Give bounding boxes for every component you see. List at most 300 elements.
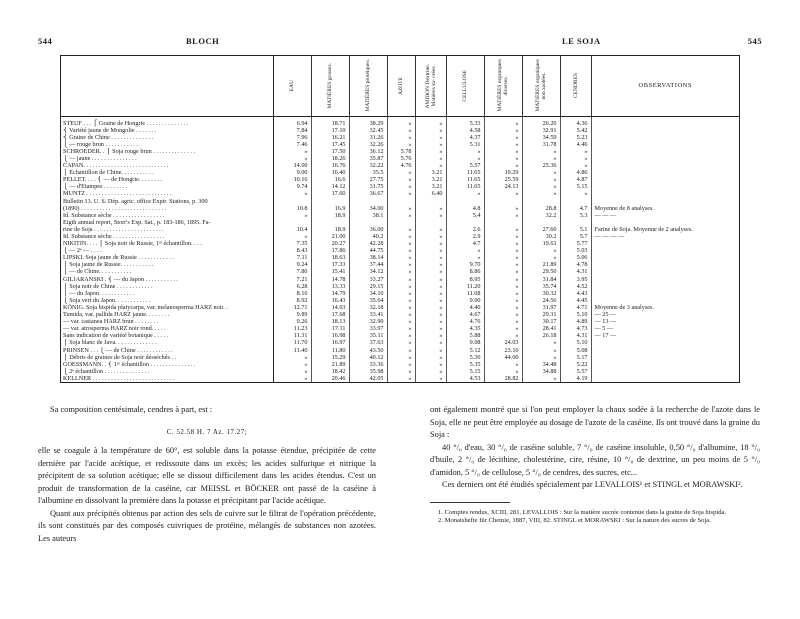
value-cell: 4.78 bbox=[560, 261, 591, 268]
footnote-rule bbox=[430, 502, 510, 503]
row-label: ⎩ — jaune . . . . . . . . . . . . . . . bbox=[61, 155, 273, 162]
value-cell: » bbox=[484, 190, 522, 197]
value-cell: 15.41 bbox=[311, 268, 349, 275]
value-cell: 4.37 bbox=[446, 134, 484, 141]
value-cell: 34.00 bbox=[349, 205, 387, 212]
running-head-author: BLOCH bbox=[186, 36, 220, 46]
value-cell: » bbox=[522, 148, 560, 155]
value-cell: » bbox=[415, 212, 446, 219]
table-row bbox=[61, 141, 739, 148]
value-cell: 9.00 bbox=[446, 297, 484, 304]
table-row bbox=[61, 354, 739, 361]
value-cell: 30.2 bbox=[522, 233, 560, 240]
value-cell: 44.00 bbox=[484, 354, 522, 361]
value-cell: » bbox=[415, 233, 446, 240]
observation-cell bbox=[591, 162, 739, 169]
col-header-matieres-organiques-non-azotees: MATIÈRES organiques non azotées. bbox=[522, 56, 560, 116]
value-cell: 11.08 bbox=[446, 290, 484, 297]
value-cell: » bbox=[484, 290, 522, 297]
value-cell: » bbox=[387, 347, 415, 354]
table-row bbox=[61, 290, 739, 297]
row-label: Tumida, var. pallida HARZ jaune. . . . . . . . bbox=[61, 311, 273, 318]
table-row bbox=[61, 183, 739, 190]
observation-cell bbox=[591, 183, 739, 190]
value-cell: 5.77 bbox=[560, 240, 591, 247]
value-cell: 4.86 bbox=[560, 169, 591, 176]
value-cell: 24.56 bbox=[522, 297, 560, 304]
value-cell: 4.19 bbox=[560, 375, 591, 382]
value-cell bbox=[560, 219, 591, 226]
value-cell: » bbox=[484, 261, 522, 268]
value-cell: » bbox=[446, 190, 484, 197]
value-cell: » bbox=[522, 190, 560, 197]
value-cell: 37.44 bbox=[349, 261, 387, 268]
value-cell: » bbox=[484, 162, 522, 169]
value-cell: » bbox=[522, 183, 560, 190]
observation-cell bbox=[591, 155, 739, 162]
value-cell: » bbox=[415, 268, 446, 275]
value-cell: 18.42 bbox=[311, 368, 349, 375]
row-label: ⎪ — du Japon. . . . . . . . . . . . bbox=[61, 290, 273, 297]
observation-cell bbox=[591, 339, 739, 346]
value-cell: 38.14 bbox=[349, 254, 387, 261]
value-cell bbox=[446, 219, 484, 226]
value-cell: » bbox=[415, 311, 446, 318]
observation-cell bbox=[591, 169, 739, 176]
row-label: ⎩ 2ᵉ échantillon . . . . . . . . . . . . . . . bbox=[61, 368, 273, 375]
value-cell: 9.00 bbox=[273, 169, 311, 176]
table-row bbox=[61, 247, 739, 254]
value-cell: 14.03 bbox=[311, 304, 349, 311]
value-cell: 17.68 bbox=[311, 311, 349, 318]
value-cell: 10.8 bbox=[273, 205, 311, 212]
table-row bbox=[61, 155, 739, 162]
footnote-2: 2. Monatshefte für Chemie, 1887, VIII, 82. STINGL et MORAWSKI : Sur la nature des sucres de Soja. bbox=[438, 517, 711, 525]
value-cell: » bbox=[415, 361, 446, 368]
value-cell: 29.15 bbox=[349, 283, 387, 290]
value-cell: 5.57 bbox=[560, 368, 591, 375]
value-cell: 5.35 bbox=[446, 361, 484, 368]
value-cell: 17.60 bbox=[311, 190, 349, 197]
value-cell: » bbox=[415, 155, 446, 162]
value-cell: 4.36 bbox=[560, 116, 591, 127]
value-cell: » bbox=[387, 254, 415, 261]
footnotes bbox=[430, 509, 760, 527]
observation-cell: Farine de Soja. Moyenne de 2 analyses. bbox=[594, 225, 693, 233]
value-cell: 28.8 bbox=[522, 205, 560, 212]
value-cell: » bbox=[273, 354, 311, 361]
value-cell: 16.6 bbox=[311, 176, 349, 183]
observation-cell: — — — bbox=[594, 211, 617, 219]
table-row bbox=[61, 261, 739, 268]
row-label: ⎩ — 2ᵉ — . . . . bbox=[61, 247, 273, 254]
value-cell: » bbox=[273, 375, 311, 382]
table-row bbox=[61, 347, 739, 354]
value-cell bbox=[522, 198, 560, 205]
value-cell: 36.67 bbox=[349, 190, 387, 197]
value-cell: 5.06 bbox=[560, 254, 591, 261]
value-cell: 3.95 bbox=[560, 276, 591, 283]
row-label: ⎧ Échantillon de Chine. . . . . . . . . . . bbox=[61, 169, 273, 176]
row-label: ⎧ Soja jaune de Russie. . . . . . . . . . . bbox=[61, 261, 273, 268]
value-cell: » bbox=[484, 134, 522, 141]
observation-cell bbox=[591, 290, 739, 297]
value-cell: 11.40 bbox=[273, 347, 311, 354]
table-row bbox=[61, 283, 739, 290]
value-cell: » bbox=[387, 361, 415, 368]
row-label: Id. Substance sèche . . . . . . . . . . . . . . . . . bbox=[61, 233, 273, 240]
table-row bbox=[61, 318, 739, 325]
value-cell: 2.6 bbox=[446, 226, 484, 233]
value-cell: » bbox=[522, 155, 560, 162]
value-cell: 4.73 bbox=[560, 325, 591, 332]
value-cell: 4.76 bbox=[446, 318, 484, 325]
col-header-matieres-organiques-diverses: MATIÈRES organiques diverses. bbox=[484, 56, 522, 116]
value-cell: » bbox=[387, 297, 415, 304]
row-label: ⎩ — d'Etampes . . . . . . . . bbox=[61, 183, 273, 190]
value-cell: » bbox=[415, 375, 446, 382]
value-cell: 5.3 bbox=[560, 212, 591, 219]
value-cell: » bbox=[387, 290, 415, 297]
row-label: — var. atrosperma HARZ noir rond. . . . . bbox=[61, 325, 273, 332]
value-cell: » bbox=[484, 276, 522, 283]
value-cell: 9.89 bbox=[273, 311, 311, 318]
value-cell: 21.89 bbox=[311, 361, 349, 368]
value-cell: 4.7 bbox=[446, 240, 484, 247]
value-cell bbox=[415, 198, 446, 205]
value-cell: 14.00 bbox=[273, 162, 311, 169]
value-cell: 5.03 bbox=[560, 247, 591, 254]
value-cell: 11.31 bbox=[273, 332, 311, 339]
value-cell: 33.41 bbox=[349, 311, 387, 318]
value-cell: 5.57 bbox=[446, 162, 484, 169]
composition-table bbox=[60, 55, 740, 383]
value-cell: » bbox=[446, 155, 484, 162]
value-cell: » bbox=[273, 233, 311, 240]
value-cell: » bbox=[522, 375, 560, 382]
right-paragraph-1: ont également montré que si l'on peut employer la chaux sodée à la recherche de l'azote dans le Soja, elle ne peut être employée au dosage de l'azote de la caséine. Ils ont trouvé dans la graine du Soja : bbox=[430, 405, 760, 439]
value-cell: 43.50 bbox=[349, 347, 387, 354]
value-cell bbox=[311, 198, 349, 205]
value-cell: 14.12 bbox=[311, 183, 349, 190]
col-header-amidon: AMIDON Dextrine. Matières su- crées. bbox=[415, 56, 446, 116]
value-cell: » bbox=[387, 212, 415, 219]
table-row bbox=[61, 368, 739, 375]
value-cell: » bbox=[484, 247, 522, 254]
value-cell: » bbox=[415, 162, 446, 169]
value-cell: 31.97 bbox=[522, 304, 560, 311]
observation-cell bbox=[591, 116, 739, 127]
value-cell: 20.46 bbox=[311, 375, 349, 382]
left-text-column bbox=[38, 404, 376, 545]
value-cell: 42.28 bbox=[349, 240, 387, 247]
value-cell: 25.36 bbox=[522, 162, 560, 169]
value-cell: 24.03 bbox=[484, 339, 522, 346]
value-cell: » bbox=[387, 116, 415, 127]
value-cell: 27.60 bbox=[522, 226, 560, 233]
value-cell: 4.52 bbox=[560, 283, 591, 290]
footnote-1: 1. Comptes rendus, XCIII, 281. LEVALLOIS : Sur la matière sucrée contenue dans la graine de Soja hispida. bbox=[438, 508, 727, 516]
value-cell: 26.18 bbox=[522, 332, 560, 339]
value-cell: » bbox=[560, 155, 591, 162]
row-label: PRINSEN . . . ⎩ — de Chine . . . . . . . . . . . . bbox=[61, 347, 273, 354]
value-cell: » bbox=[415, 134, 446, 141]
value-cell: 28.82 bbox=[484, 375, 522, 382]
value-cell: 33.27 bbox=[349, 276, 387, 283]
value-cell: » bbox=[415, 261, 446, 268]
value-cell: 21.00 bbox=[311, 233, 349, 240]
value-cell: » bbox=[484, 155, 522, 162]
value-cell: 5.42 bbox=[560, 127, 591, 134]
value-cell bbox=[484, 198, 522, 205]
value-cell: 17.11 bbox=[311, 325, 349, 332]
value-cell: 5.08 bbox=[560, 347, 591, 354]
value-cell: » bbox=[387, 176, 415, 183]
row-label: NIKITIN. . . . ⎧ Soja noir de Russie, 1ᵉʳ échantillon. . . . bbox=[61, 240, 273, 247]
row-label: ⎨ Graine de Chine . . . . . . . . . . . . . . bbox=[61, 134, 273, 141]
value-cell: » bbox=[415, 226, 446, 233]
value-cell: 34.10 bbox=[349, 290, 387, 297]
value-cell: 32.22 bbox=[349, 162, 387, 169]
value-cell: 34.59 bbox=[522, 134, 560, 141]
value-cell: 9.70 bbox=[446, 261, 484, 268]
value-cell: » bbox=[415, 318, 446, 325]
value-cell: 34.48 bbox=[522, 361, 560, 368]
value-cell: » bbox=[446, 247, 484, 254]
value-cell: » bbox=[484, 148, 522, 155]
value-cell: 27.75 bbox=[349, 176, 387, 183]
row-label: Id. Substance sèche . . . . . . . . . . . . . . . . . bbox=[61, 212, 273, 219]
observation-cell: — 13 — bbox=[594, 318, 617, 326]
value-cell: 7.46 bbox=[273, 141, 311, 148]
table-row bbox=[61, 276, 739, 283]
value-cell: 38.1 bbox=[349, 212, 387, 219]
value-cell: 4.46 bbox=[560, 141, 591, 148]
value-cell: 37.63 bbox=[349, 339, 387, 346]
value-cell: 13.33 bbox=[311, 283, 349, 290]
value-cell: 18.71 bbox=[311, 116, 349, 127]
value-cell: 35.87 bbox=[349, 155, 387, 162]
value-cell: 31.84 bbox=[522, 276, 560, 283]
value-cell: 4.87 bbox=[560, 176, 591, 183]
value-cell: 28.41 bbox=[522, 325, 560, 332]
col-header-matieres-proteiques: MATIÈRES protéiques. bbox=[349, 56, 387, 116]
table-row bbox=[61, 311, 739, 318]
value-cell: » bbox=[273, 148, 311, 155]
table-row bbox=[61, 304, 739, 311]
value-cell: 4.67 bbox=[446, 311, 484, 318]
value-cell: » bbox=[484, 116, 522, 127]
row-label: ⎪ Soja noir de Chine . . . . . . . . . . . . bbox=[61, 283, 273, 290]
value-cell: » bbox=[415, 347, 446, 354]
left-intro: Sa composition centésimale, cendres à part, est : bbox=[50, 405, 213, 414]
observation-cell bbox=[591, 219, 739, 226]
value-cell: » bbox=[415, 141, 446, 148]
observation-cell bbox=[591, 190, 739, 197]
row-label: GILJARANSKI . ⎨ — du Japon . . . . . . . . . . . bbox=[61, 276, 273, 283]
value-cell: » bbox=[387, 318, 415, 325]
value-cell: » bbox=[415, 247, 446, 254]
table-row bbox=[61, 212, 739, 219]
observation-cell: — 25 — bbox=[594, 311, 617, 319]
value-cell: » bbox=[387, 233, 415, 240]
running-head-title: LE SOJA bbox=[562, 36, 601, 46]
left-page-number: 544 bbox=[38, 36, 53, 46]
value-cell: 33.36 bbox=[349, 361, 387, 368]
row-label: ⎧ Soja blanc de Java. . . . . . . . . . . . . . bbox=[61, 339, 273, 346]
row-label: Bulletin 13. U. S. Dép. agric. office Expir. Stations, p. 300 bbox=[61, 198, 273, 205]
value-cell: » bbox=[415, 148, 446, 155]
value-cell: 38.29 bbox=[349, 116, 387, 127]
value-cell: » bbox=[484, 226, 522, 233]
observation-cell bbox=[591, 361, 739, 368]
col-header-matieres-grasses: MATIÈRES grasses. bbox=[311, 56, 349, 116]
value-cell: 4.58 bbox=[446, 127, 484, 134]
row-label: STEUF . . . ⎧ Graine de Hongrie . . . . . . . . . . . . . . bbox=[61, 116, 273, 127]
value-cell: 4.8 bbox=[446, 205, 484, 212]
value-cell: 16.97 bbox=[311, 339, 349, 346]
value-cell: 29.31 bbox=[522, 311, 560, 318]
elemental-formula: C. 52.58 H. 7 Az. 17.27; bbox=[166, 427, 248, 436]
table-row bbox=[61, 205, 739, 212]
table-row bbox=[61, 190, 739, 197]
row-label: SCHROEDER. . ⎧ Soja rouge brun . . . . . . . . . . . . . . bbox=[61, 148, 273, 155]
value-cell: 17.33 bbox=[311, 261, 349, 268]
header-name-cell bbox=[61, 56, 273, 116]
observation-cell bbox=[591, 198, 739, 205]
table-row bbox=[61, 254, 739, 261]
value-cell: » bbox=[484, 283, 522, 290]
col-header-cellulose: CELLULOSE bbox=[446, 56, 484, 116]
value-cell: 5.12 bbox=[446, 347, 484, 354]
right-page-number: 545 bbox=[747, 36, 762, 46]
value-cell: 24.13 bbox=[484, 183, 522, 190]
value-cell: » bbox=[387, 183, 415, 190]
value-cell: 4.76 bbox=[387, 162, 415, 169]
value-cell: 36.00 bbox=[349, 226, 387, 233]
value-cell: » bbox=[387, 134, 415, 141]
row-label: CAPAN. . . . . . . . . . . . . . . . . . . . . . . . . . . . bbox=[61, 162, 273, 169]
value-cell: » bbox=[273, 212, 311, 219]
observation-cell bbox=[591, 247, 739, 254]
value-cell bbox=[349, 198, 387, 205]
row-label: Eigth annual report, Storr's Exp. Sat., p. 183-186, 1895. Fa- bbox=[61, 219, 273, 226]
right-text-column bbox=[430, 404, 760, 526]
col-header-eau: EAU bbox=[273, 56, 311, 116]
value-cell: 4.31 bbox=[560, 332, 591, 339]
value-cell bbox=[522, 219, 560, 226]
value-cell: » bbox=[484, 233, 522, 240]
value-cell: » bbox=[387, 268, 415, 275]
value-cell: » bbox=[484, 311, 522, 318]
value-cell: 18.26 bbox=[311, 155, 349, 162]
value-cell: 31.26 bbox=[349, 134, 387, 141]
value-cell: » bbox=[387, 375, 415, 382]
value-cell: » bbox=[560, 148, 591, 155]
value-cell: 11.80 bbox=[311, 347, 349, 354]
value-cell: 16.76 bbox=[311, 162, 349, 169]
value-cell: 35.5 bbox=[349, 169, 387, 176]
value-cell: 32.18 bbox=[349, 304, 387, 311]
value-cell: 4.53 bbox=[446, 375, 484, 382]
table-row bbox=[61, 219, 739, 226]
value-cell: » bbox=[273, 361, 311, 368]
observation-cell bbox=[591, 148, 739, 155]
value-cell: » bbox=[522, 347, 560, 354]
table-row bbox=[61, 361, 739, 368]
value-cell: 7.11 bbox=[273, 254, 311, 261]
value-cell: » bbox=[484, 268, 522, 275]
value-cell: 6.40 bbox=[415, 190, 446, 197]
row-label: GOESSMANN. . ⎨ 1ᵉʳ échantillon . . . . . . . . . . . . . . . bbox=[61, 361, 273, 368]
value-cell: » bbox=[415, 283, 446, 290]
value-cell: 8.43 bbox=[273, 247, 311, 254]
value-cell: » bbox=[522, 254, 560, 261]
value-cell bbox=[273, 219, 311, 226]
value-cell bbox=[349, 219, 387, 226]
value-cell bbox=[311, 219, 349, 226]
observation-cell: Moyenne de 8 analyses. bbox=[594, 204, 654, 212]
value-cell: » bbox=[387, 190, 415, 197]
value-cell: 9.08 bbox=[446, 339, 484, 346]
value-cell: 5.17 bbox=[560, 354, 591, 361]
table-row bbox=[61, 339, 739, 346]
value-cell: 5.1 bbox=[560, 226, 591, 233]
value-cell: » bbox=[387, 205, 415, 212]
value-cell: 5.33 bbox=[446, 116, 484, 127]
value-cell: 18.63 bbox=[311, 254, 349, 261]
value-cell: » bbox=[387, 339, 415, 346]
value-cell: 5.76 bbox=[387, 155, 415, 162]
value-cell: 4.43 bbox=[560, 290, 591, 297]
observation-cell: Moyenne de 3 analyses. bbox=[594, 303, 654, 311]
table-row bbox=[61, 116, 739, 127]
value-cell: 7.21 bbox=[273, 276, 311, 283]
table-body bbox=[61, 116, 739, 382]
value-cell bbox=[560, 198, 591, 205]
value-cell: 11.65 bbox=[446, 176, 484, 183]
value-cell: 5.23 bbox=[560, 134, 591, 141]
value-cell: » bbox=[387, 169, 415, 176]
value-cell: 5.10 bbox=[560, 311, 591, 318]
table-row bbox=[61, 226, 739, 233]
value-cell bbox=[446, 198, 484, 205]
value-cell: 17.45 bbox=[311, 141, 349, 148]
value-cell: 40.12 bbox=[349, 354, 387, 361]
value-cell: » bbox=[387, 276, 415, 283]
value-cell: 31.78 bbox=[522, 141, 560, 148]
value-cell: » bbox=[484, 254, 522, 261]
table-row bbox=[61, 162, 739, 169]
value-cell: » bbox=[522, 169, 560, 176]
value-cell: 2.9 bbox=[446, 233, 484, 240]
value-cell: » bbox=[484, 240, 522, 247]
value-cell: 14.78 bbox=[311, 276, 349, 283]
value-cell: 10.4 bbox=[273, 226, 311, 233]
value-cell: 18.9 bbox=[311, 226, 349, 233]
value-cell: » bbox=[273, 155, 311, 162]
value-cell: » bbox=[484, 368, 522, 375]
value-cell: » bbox=[387, 304, 415, 311]
table-row bbox=[61, 176, 739, 183]
observation-cell bbox=[591, 368, 739, 375]
observation-cell: — 5 — bbox=[594, 325, 614, 333]
row-label: ⎧ Débris de graines de Soja noir désséchés . . bbox=[61, 354, 273, 361]
table-row bbox=[61, 240, 739, 247]
value-cell: » bbox=[415, 254, 446, 261]
row-label: KELLNER . . . . . . . . . . . . . . . . . . . . . . . . . . . bbox=[61, 375, 273, 382]
value-cell: 32.2 bbox=[522, 212, 560, 219]
